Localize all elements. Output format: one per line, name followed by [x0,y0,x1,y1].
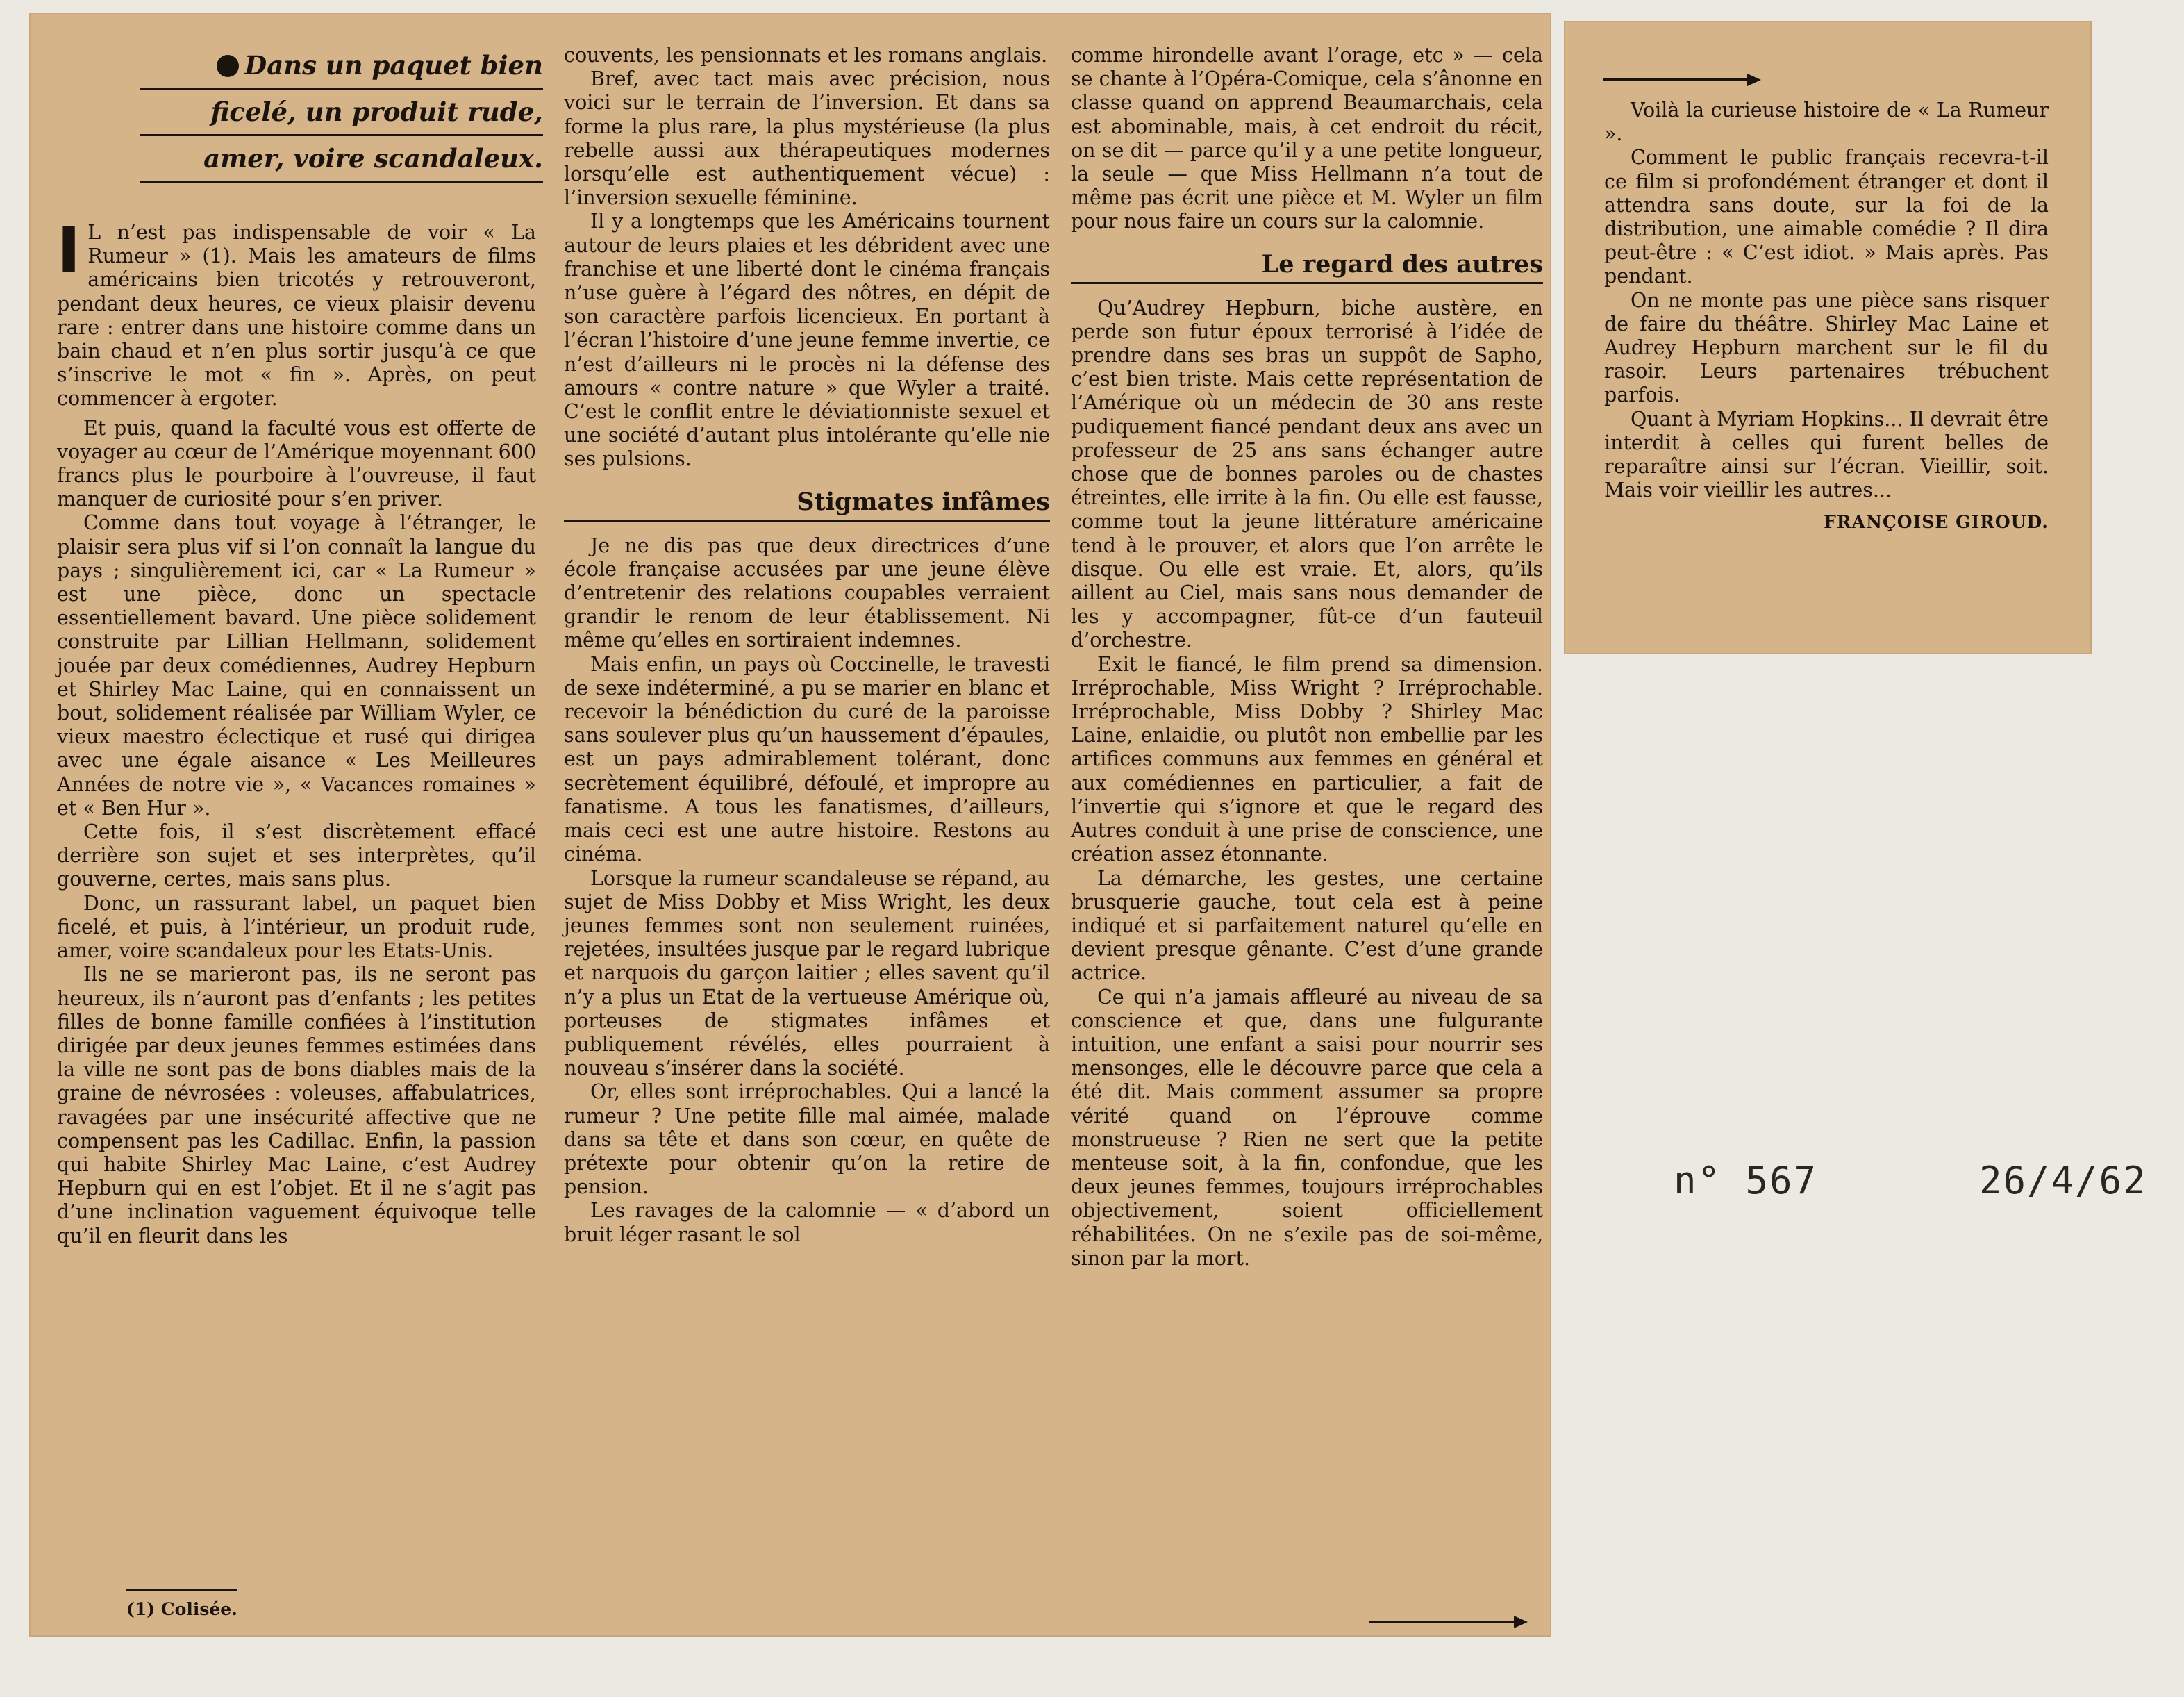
side-paragraph: Quant à Myriam Hopkins... Il devrait être interdit à celles qui furent belles de reparaître ainsi sur l’écran. Vieillir, soit. Mais voir vieillir les autres... [1604,407,2049,502]
col2-paragraph: Je ne dis pas que deux directrices d’une école française accusées par une jeune élève d’entretenir des relations coupables verraient grandir le renom de leur établissement. Ni même qu’elles en sortiraient indemnes. [564,533,1050,652]
column-3 [1071,44,1543,1270]
col1-paragraph: Donc, un rassurant label, un paquet bien ficelé, et puis, à l’intérieur, un produit rude, amer, voire scandaleux pour les Etats-Unis. [57,891,536,963]
col3-paragraph: Qu’Audrey Hepburn, biche austère, en perde son futur époux terrorisé à l’idée de prendre dans ses bras un suppôt de Sapho, c’est bien triste. Mais cette représentation de l’Amérique où un médecin de 30 ans reste pudiquement fiancé pendant deux ans avec un professeur de 25 ans sans échanger autre chose que de bonnes paroles ou de chastes étreintes, elle irrite à la fin. Ou elle est fausse, comme tout la jeune littérature américaine tend à le prouver, et alors que l’on arrête le disque. Ou elle est vraie. Et, alors, qu’ils aillent au Ciel, mais sans nous demander de les y accompagner, fût-ce d’un fauteuil d’orchestre. [1071,296,1543,652]
col2-paragraph: couvents, les pensionnats et les romans anglais. [564,44,1048,67]
headline-line-2: ficelé, un produit rude, [140,90,543,136]
col3-paragraph: Exit le fiancé, le film prend sa dimension. Irréprochable, Miss Wright ? Irréprochable. Irréprochable, Miss Dobby ? Shirley Mac Laine, enlaidie, ou plutôt non embellie par les artifices communs aux femmes en général et aux comédiennes en particulier, a fait de l’invertie qui s’ignore et que le regard des Autres conduit à une prise de conscience, une création assez étonnante. [1071,652,1543,866]
handwritten-date: 26/4/62 [1979,1159,2147,1202]
continuation-arrow-icon [1603,69,1762,90]
author-signature: FRANÇOISE GIROUD. [1824,512,2049,533]
col1-paragraph: Cette fois, il s’est discrètement effacé derrière son sujet et ses interprètes, qu’il gouverne, certes, mais sans plus. [57,820,536,891]
article-clipping-continuation [1564,21,2092,654]
side-paragraph: Voilà la curieuse histoire de « La Rumeur ». [1604,99,2049,146]
col1-paragraph: Comme dans tout voyage à l’étranger, le plaisir sera plus vif si l’on connaît la langue du pays ; singulièrement ici, car « La Rumeur » est une pièce, donc un spectacle essentiellement bavard. Une pièce solidement construite par Lillian Hellmann, solidement jouée par deux comédiennes, Audrey Hepburn et Shirley Mac Laine, qui en connaissent un bout, solidement réalisée par William Wyler, ce vieux maestro éclectique et rusé qui dirigea avec une égale aisance « Les Meilleures Années de notre vie », « Vacances romaines » et « Ben Hur ». [57,511,536,820]
col2-paragraph: Bref, avec tact mais avec précision, nous voici sur le terrain de l’inversion. Et dans sa forme la plus rare, la plus mystérieuse (la plus rebelle aussi aux thérapeutiques modernes lorsqu’elle est authentiquement vécue) : l’inversion sexuelle féminine. [564,67,1050,210]
headline-line-1 [140,43,543,90]
col3-paragraph: La démarche, les gestes, une certaine brusquerie gauche, tout cela est à peine indiqué et si parfaitement naturel qu’elle en devient presque gênante. C’est d’une grande actrice. [1071,866,1543,985]
col2-paragraph: Or, elles sont irréprochables. Qui a lancé la rumeur ? Une petite fille mal aimée, malade dans sa tête et dans son cœur, en quête de prétexte pour obtenir qu’on la retire de pension. [564,1080,1050,1199]
col1-paragraph-text: L n’est pas indispensable de voir « La Rumeur » (1). Mais les amateurs de films américains bien tricotés y retrouveront, pendant deux heures, ce vieux plaisir devenu rare : entrer dans une histoire comme dans un bain chaud et n’en plus sortir jusqu’à ce que s’inscrive le mot « fin ». Après, on peut commencer à ergoter. [57,221,536,411]
headline-line-3: amer, voire scandaleux. [140,136,543,183]
continuation-arrow-icon [1369,1612,1529,1632]
headline-line-1-text: Dans un paquet bien [244,50,543,81]
handwritten-number: n° 567 [1674,1159,1818,1202]
article-clipping-main [29,13,1551,1637]
col2-paragraph: Il y a longtemps que les Américains tournent autour de leurs plaies et les débrident avec une franchise et une liberté dont le cinéma français n’use guère à l’égard des nôtres, en dépit de son caractère parfois licencieux. En portant à l’écran l’histoire d’une jeune femme invertie, ce n’est d’ailleurs ni le procès ni la défense des amours « contre nature » que Wyler a traité. C’est le conflit entre le déviationniste sexuel et une société d’autant plus intolérante qu’elle nie ses pulsions. [564,210,1050,471]
drop-cap: I [57,213,81,288]
col3-paragraph: Ce qui n’a jamais affleuré au niveau de sa conscience et que, dans une fulgurante intuition, une enfant a saisi pour nourrir ses mensonges, elle le découvre parce que cela a été dit. Mais comment assumer sa propre vérité quand on l’éprouve comme monstrueuse ? Rien ne sert que la petite menteuse soit, à la fin, confondue, que les deux jeunes femmes, toujours irréprochables objectivement, soient officiellement réhabilitées. On ne s’exile pas de soi-même, sinon par la mort. [1071,985,1543,1270]
col1-paragraph: Ils ne se marieront pas, ils ne seront pas heureux, ils n’auront pas d’enfants ; les petites filles de bonne famille confiées à l’institution dirigée par deux jeunes femmes estimées dans la ville ne sont pas de bons diables mais de la graine de névrosées : voleuses, affabulatrices, ravagées par une insécurité affective que ne compensent pas les Cadillac. Enfin, la passion qui habite Shirley Mac Laine, c’est Audrey Hepburn qui en est l’objet. Et il ne s’agit pas d’une inclination vaguement équivoque telle qu’il en fleurit dans les [57,963,536,1248]
column-2 [564,44,1050,1247]
subhead-regard: Le regard des autres [1071,249,1543,284]
bullet-icon [217,55,239,77]
article-headline [140,43,543,183]
side-paragraph: Comment le public français recevra-t-il ce film si profondément étranger et dont il attendra sans doute, sur la foi de la distribution, une aimable comédie ? Il dira peut-être : « C’est idiot. » Mais après. Pas pendant. [1604,146,2049,288]
footnote-rule [126,1589,237,1591]
col2-paragraph: Lorsque la rumeur scandaleuse se répand, au sujet de Miss Dobby et Miss Wright, les deux jeunes femmes sont non seulement ruinées, rejetées, insultées jusque par le regard lubrique et narquois du garçon laitier ; elles savent qu’il n’y a plus un Etat de la vertueuse Amérique où, porteuses de stigmates infâmes et publiquement révélés, elles pourraient à nouveau s’insérer dans la société. [564,866,1050,1080]
footnote: (1) Colisée. [126,1599,237,1619]
col2-paragraph: Mais enfin, un pays où Coccinelle, le travesti de sexe indéterminé, a pu se marier en blanc et recevoir la bénédiction du curé de la paroisse sans soulever plus qu’un haussement d’épaules, est un pays admirablement tolérant, donc secrètement équilibré, défoulé, et impropre au fanatisme. A tous les fanatismes, d’ailleurs, mais ceci est une autre histoire. Restons au cinéma. [564,652,1050,866]
col2-paragraph: Les ravages de la calomnie — « d’abord un bruit léger rasant le sol [564,1199,1050,1246]
col1-paragraph: Et puis, quand la faculté vous est offerte de voyager au cœur de l’Amérique moyennant 600 francs plus le pourboire à l’ouvreuse, il faut manquer de curiosité pour s’en priver. [57,416,536,511]
side-paragraph: On ne monte pas une pièce sans risquer de faire du théâtre. Shirley Mac Laine et Audrey Hepburn marchent sur le fil du rasoir. Leurs partenaires trébuchent parfois. [1604,288,2049,407]
column-1 [57,213,536,1248]
col3-paragraph: comme hirondelle avant l’orage, etc » — cela se chante à l’Opéra-Comique, cela s’ânonne en classe quand on apprend Beaumarchais, cela est abominable, mais, à cet endroit du récit, on se dit — parce qu’il y a une petite longueur, la seule — que Miss Hellmann n’a tout de même pas écrit une pièce et M. Wyler un film pour nous faire un cours sur la calomnie. [1071,44,1543,233]
subhead-stigmates: Stigmates infâmes [564,487,1050,522]
col1-paragraph [57,213,536,411]
continuation-column [1604,99,2049,535]
